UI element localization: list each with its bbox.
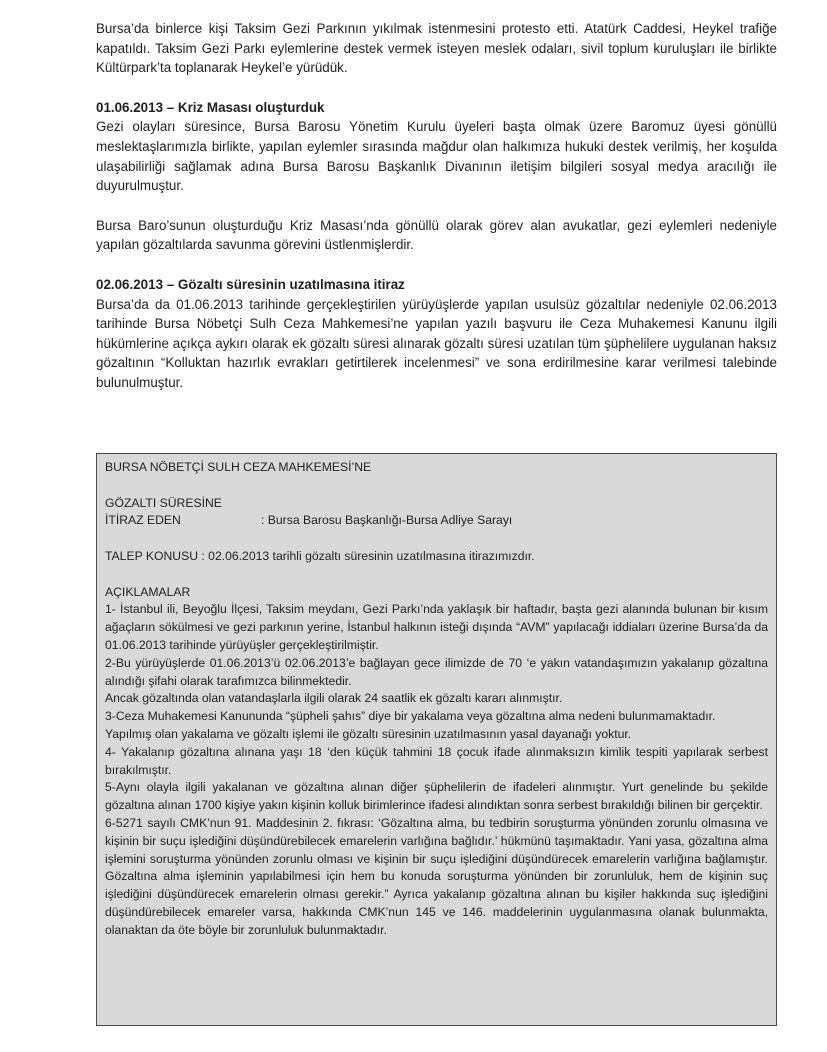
explanation-item-3: 3-Ceza Muhakemesi Kanununda “şüpheli şahıs” diye bir yakalama veya gözaltına alma nedeni bulunmamaktadır. bbox=[105, 709, 716, 724]
section-heading-detention-objection: 02.06.2013 – Gözaltı süresinin uzatılmasına itiraz bbox=[96, 276, 405, 292]
explanation-item-5: 5-Aynı olayla ilgili yakalanan ve gözaltına alınan diğer şüphelilerin de ifadeleri alınmıştır. Yurt genelinde bu şekilde gözaltına alınan 1700 kişiye yakın kişinin kolluk birimlerince ifadesi alındıktan sonra serbest bırakıldığı bilinen bir gerçektir. bbox=[105, 780, 768, 813]
explanation-item-2: 2-Bu yürüyüşlerde 01.06.2013’ü 02.06.2013’e bağlayan gece ilimizde de 70 ‘e yakın vatandaşımızın yakalanıp gözaltına alındığı şifahi olarak tarafımızca bilinmektedir. bbox=[105, 655, 768, 688]
explanation-item-1: 1- İstanbul ili, Beyoğlu İlçesi, Taksim meydanı, Gezi Parkı’nda yaklaşık bir haftadır, başta gezi alanında bulunan bir kısım ağaçların sökülmesi ve gezi parkının yerine, İstanbul halkının isteği dışında “AVM” yapılacağı iddiaları üzerine Bursa’da da 01.06.2013 tarihinde yürüyüşler gerçekleştirilmiştir. bbox=[105, 602, 768, 652]
document-body bbox=[96, 19, 777, 393]
intro-paragraph: Bursa’da binlerce kişi Taksim Gezi Parkının yıkılmak istenmesini protesto etti. Atatürk Caddesi, Heykel trafiğe kapatıldı. Taksim Gezi Parkı eylemlerine destek vermek isteyen meslek odaları, sivil toplum kuruluşları ile birlikte Kültürpark’ta toplanarak Heykel’e yürüdük. bbox=[96, 21, 777, 76]
crisis-desk-lawyers-paragraph: Bursa Baro’sunun oluşturduğu Kriz Masası’nda gönüllü olarak görev alan avukatlar, gezi eylemleri nedeniyle yapılan gözaltılarda savunma görevini üstlenmişlerdir. bbox=[96, 217, 777, 253]
explanation-item-6: 6-5271 sayılı CMK’nun 91. Maddesinin 2. fıkrası: ‘Gözaltına alma, bu tedbirin soruşturma yönünden zorunlu olmasına ve kişinin bir suçu işlediğini düşündürebilecek emarelerin varlığına bağlıdır.’ hükmünü taşımaktadır. Yani yasa, gözaltına alma işlemini soruşturma yönünden zorunlu olması ve kişinin bir suçu işlediğini düşündürecek emarelerin varlığına bağlamıştır. Gözaltına alma işleminin yapılabilmesi için hem bu konuda soruşturma yönünden bir zorunluluk, hem de kişinin suç işlediğini düşündürecek emarelerin olması gerekir.” Ayrıca yakalanıp gözaltına alınan bu kişiler hakkında suç işlediğini düşündürebilecek emareler varsa, hakkında CMK’nun 145 ve 146. maddelerinin uygulanmasına olanak bulunmakta, olanaktan da öte böyle bir zorunluluk bulunmaktadır. bbox=[105, 815, 768, 937]
section-heading-crisis-desk: 01.06.2013 – Kriz Masası oluşturduk bbox=[96, 99, 325, 115]
petition-court: BURSA NÖBETÇİ SULH CEZA MAHKEMESİ’NE bbox=[105, 460, 372, 474]
petition-subject: GÖZALTI SÜRESİNE bbox=[105, 495, 222, 510]
explanations-heading: AÇIKLAMALAR bbox=[105, 584, 191, 599]
request-label: TALEP KONUSU bbox=[105, 548, 199, 563]
detention-objection-paragraph: Bursa’da da 01.06.2013 tarihinde gerçekleştirilen yürüyüşlerde yapılan usulsüz gözaltılar nedeniyle 02.06.2013 tarihinde Bursa Nöbetçi Sulh Ceza Mahkemesi’ne yapılan yazılı başvuru ile Ceza Muhakemesi Kanunu ilgili hükümlerine açıkça aykırı olarak ek gözaltı süresi alınarak gözaltı süresi uzatılan tüm şüphelilere uygulanan haksız gözaltının “Kolluktan hazırlık evrakları getirtilerek incelenmesi” ve sona erdirilmesine karar verilmesi talebinde bulunulmuştur. bbox=[96, 296, 777, 390]
explanation-item-2-continued: Ancak gözaltında olan vatandaşlarla ilgili olarak 24 saatlik ek gözaltı kararı alınmıştır. bbox=[105, 691, 563, 706]
explanation-item-3-continued: Yapılmış olan yakalama ve gözaltı işlemi ile gözaltı süresinin uzatılmasının yasal dayanağı yoktur. bbox=[105, 726, 632, 741]
objector-label: İTİRAZ EDEN bbox=[105, 513, 181, 528]
petition-request-row bbox=[105, 548, 768, 566]
request-value: : 02.06.2013 tarihli gözaltı süresinin uzatılmasına itirazımızdır. bbox=[198, 548, 535, 563]
petition-objector-row bbox=[105, 512, 768, 530]
petition-box bbox=[96, 453, 777, 1026]
crisis-desk-paragraph: Gezi olayları süresince, Bursa Barosu Yönetim Kurulu üyeleri başta olmak üzere Baromuz üyesi gönüllü meslektaşlarımızla birlikte, yapılan eylemler sırasında mağdur olan halkımıza hukuki destek verilmiş, her koşulda ulaşabilirliği sağlamak adına Bursa Barosu Başkanlık Divanının iletişim bilgileri sosyal medya aracılığı ile duyurulmuştur. bbox=[96, 119, 777, 194]
explanation-item-4: 4- Yakalanıp gözaltına alınana yaşı 18 ‘den küçük tahmini 18 çocuk ifade alınmaksızın kimlik tespiti yapılarak serbest bırakılmıştır. bbox=[105, 744, 768, 777]
objector-value: : Bursa Barosu Başkanlığı-Bursa Adliye Sarayı bbox=[261, 513, 513, 528]
